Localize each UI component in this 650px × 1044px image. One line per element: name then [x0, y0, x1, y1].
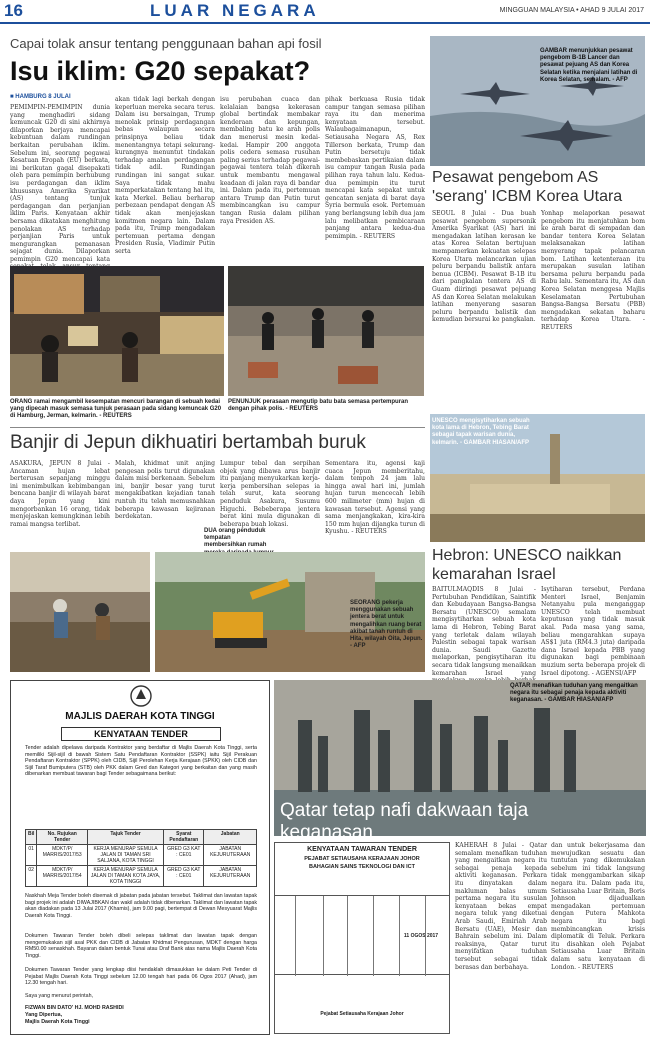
mdkt-role-1: Yang Dipertua, [25, 1012, 63, 1018]
g20-kicker: Capai tolak ansur tentang penggunaan bahan api fosil [10, 36, 322, 51]
hebron-column-1: BAITULMAQDIS 8 Julai - Pertubuhan Pendidikan, Saintifik dan Kebudayaan Bangsa-Bangsa Bersatu (UNESCO) semalam mengisytiharkan sebuah kota lama di Hebron, Tebing Barat yang terletak dalam wilayah Palestin sebagai tapak warisan dunia. Saudi Gazette melaporkan, pengisytiharan itu secara tidak langsung menaikkan kemarahan Israel yang [432, 586, 536, 677]
column-header: No. Rujukan Tender [37, 830, 88, 845]
japan-column-1: ASAKURA, JEPUN 8 Julai - Ancaman hujan lebat berterusan sepanjang minggu ini menimbulkan kebimbangan bencana banjir di wilayah barat daya Jepun yang kini mengorbankan 16 orang, tidak menjejaskan kemungkinan lebih ramai mangsa terlibat. [10, 460, 110, 528]
japan-flood-photo [10, 552, 150, 672]
table-cell: MDKT/P/ MARRIS/2017/53 [37, 845, 88, 866]
korea-headline: Pesawat pengebom AS 'serang' ICBM Korea Utara [432, 169, 623, 205]
g20-protesters-photo [228, 266, 424, 396]
mdkt-role-2: Majlis Daerah Kota Tinggi [25, 1019, 90, 1025]
table-cell: GRED G3 KAT : CE01 [164, 845, 204, 866]
qatar-column-1: KAHERAH 8 Julai - Qatar semalam menafikan tuduhan yang mengaitkan negara itu sebagai penaja kepada aktiviti keganasan. Perkara itu dinyatakan dalam makluman balas umum pertama negara itu susulan kenyataan bekas empat negara teluk yang diketuai Arab Saudi, Emiriah Arab Bersatu (UAE), Mesir dan Bahrain sebelum ini. Dalam reaksinya, Qatar turut menyifatkan tuduhan tersebut sebagai tidak berasas dan berbahaya. [455, 842, 547, 971]
g20-column-3: isu perubahan cuaca dan kelalaian bangsa kekerasan global bertindak membakar kenderaan dan kepungan, membaling batu ke arah polis dan menerusi mesin kedai-kedai. Hampir 200 anggota polis cedera semasa rusuhan paling serius terhadap pegawai-pegawai tentera telah dikerah untuk membantu mengawal keadaan di jalan raya di bandar ini. Dalam pada itu, pertemuan antara Trump dan Putin turut membincangkan isu campur tangan Rusia dalam pilihan raya Presiden AS. [220, 96, 320, 225]
crest-icon [130, 685, 152, 707]
johor-tender-buyer: Pejabat Setiausaha Kerajaan Johor [320, 1011, 404, 1017]
table-row [26, 866, 257, 887]
g20-caption-right: PENUNJUK perasaan mengutip batu bata semasa pertempuran dengan pihak polis. - REUTERS [228, 399, 409, 413]
mdkt-closing: Saya yang menurut perintah, [25, 993, 94, 999]
mdkt-title: MAJLIS DAERAH KOTA TINGGI [65, 711, 215, 722]
japan-column-4: Sementara itu, agensi kaji cuaca Jepun memberitahu, dalam tempoh 24 jam lalu hingga awal hari ini, jumlah hujan turun mencecah lebih 600 milimeter (mm) hujan di kawasan tersebut. Agensi yang sama menjangkakan, kira-kira 150 mm hujan dijangka turun di Kyushu. - REUTERS [325, 460, 425, 536]
johor-tender-sub: BAHAGIAN SAINS TEKNOLOGI DAN ICT [308, 864, 416, 870]
mdkt-tender-ad [10, 680, 270, 1035]
mdkt-paragraph-3: Dokumen Tawaran Tender yang lengkap diisi hendaklah dimasukkan ke dalam Peti Tender di Pejabat Majlis Daerah Kota Tinggi sebelum 12.00 tengah hari pada 06 Ogos 2017 (Ahad), jam 12.30 tengah hari. [25, 967, 257, 987]
g20-column-4: pihak berkuasa Rusia tidak campur tangan semasa pilihan raya itu dan menerima kenyataan tersebut. Walaubagaimanapun, Setiausaha Negara AS, Rex Tillerson berkata, Trump dan Putin bersetuju tidak membebaskan pertikaian dalam isu campur tangan Rusia pada pilihan raya tahun lalu. Kedua-dua pemimpin itu turut mencapai kata sepakat untuk gencatan senjata di barat daya Syria bermula esok. Pertemuan yang berlangsung lebih dua jam lalu melibatkan pembicaraan panjang antara kedua-dua pemimpin. - REUTERS [325, 96, 425, 240]
table-row [26, 845, 257, 866]
mdkt-paragraph-1: Naskhah Meja Tender boleh disemak di jabatan pada jabatan tersebut. Taklimat dan lawatan tapak bagi projek ini adalah DIWAJIBKAN dan wakil adalah tidak dibenarkan. Taklimat dan lawatan tapak akan diadakan pada 13 Julai 2017 (Khamis), jam 9.00 pagi, bertempat di Dewan Mesyuarat Majlis Daerah Kota Tinggi. [25, 893, 257, 919]
page-number: 16 [4, 1, 23, 20]
johor-tender-closing: 11 OGOS 2017 [403, 933, 439, 939]
japan-headline: Banjir di Jepun dikhuatiri bertambah buruk [10, 432, 366, 453]
column-header: Bil [26, 830, 37, 845]
johor-tender-dept: PEJABAT SETIAUSAHA KERAJAAN JOHOR [304, 856, 420, 862]
section-title: LUAR NEGARA [150, 1, 320, 20]
g20-column-1: PEMIMPIN-PEMIMPIN dunia yang menghadiri sidang kemuncak G20 di sini akhirnya dilaporkan berjaya mencapai kebuntuan dalam rundingan berkaitan perubahan iklim. Sebelum ini, seorang pegawai Kesatuan Eropah (EU) berkata, ini berikutan gagal disepakati oleh para pemimpin berhubung isu perdagangan dan iklim khususnya Amerika Syarikat (AS) tentang tunjuk perdagangan dan perjanjian iklim Paris. Kenyataan akhir bersama dikatakan menghitung penolakan AS terhadap perjanjian Paris untuk mengurangkan pemanasan sejagat dunia. Dilaporkan pemimpin G20 mencapai kata [10, 104, 110, 263]
table-cell: KERJA MENURAP SEMULA JALAN DI TAMAN SRI SALJANA, KOTA TINGGI [88, 845, 164, 866]
korea-photo-caption: GAMBAR menunjukkan pesawat pengebom B-1B Lancer dan pesawat pejuang AS dan Korea Selatan ketika menjalani latihan di Korea Selatan, semalam. - AFP [540, 48, 638, 83]
qatar-caption: QATAR menafikan tuduhan yang mengaitkan negara itu sebagai penaja kepada aktiviti keganasan. - GAMBAR HIASAN/AFP [510, 683, 638, 704]
korea-column-1: SEOUL 8 Julai - Dua buah pesawat pengebom supersonik Amerika Syarikat (AS) hari ini mengadakan latihan kerasan ke atas Korea Selatan bertujuan mempamerkan kekuatan selepas Korea Utara melancarkan ujian peluru berpandu balistik antara benua (ICBM). Pesawat B-1B itu dari pangkalan tentera AS di Guam diiringi pesawat pejuang AS dan Korea Selatan melakukan latihan menyerang sasaran peluru berpandu balistik dan kemudian bersurai ke pangkalan. [432, 210, 536, 324]
johor-tender-table [274, 895, 450, 975]
g20-column-2: akan tidak lagi berkah dengan keperluan mereka secara terus. Dalam isu bersaingan, Trump menolak prinsip perdagangan bebas walaupun secara prinsipnya beliau tidak menentangnya tetapi sekurang-kurangnya menuntut tindakan terhadap amalan perdagangan tidak adil. Rundingan rundingan ini sangat sukar. Saya tidak mahu memperkatakan tentang hal itu, kata Merkel. Beliau berharap perbezaan pendapat dengan AS tidak akan menjejaskan komitmen negara lain. Dalam pada itu, Trump mengadakan pertemuan pertama dengan Presiden Rusia, Vladimir Putin serta [115, 96, 215, 255]
korea-column-2: Yonhap melaporkan pesawat pengebom itu menjatuhkan bom ke arah barat di sempadan dan bandar tentera Korea Selatan melaksanakan latihan menyerang tapak pelancaran bom. Latihan ketenteraan itu merupakan susulan latihan bersama peluru berpandu pada Rabu lalu. Sementara itu, AS dan Korea Selatan menggesa Majlis Keselamatan Pertubuhan Bangsa-Bangsa Bersatu (PBB) mengadakan sekatan baharu terhadap Korea Utara. - REUTERS [541, 210, 645, 331]
column-header: Jabatan [204, 830, 257, 845]
hebron-headline: Hebron: UNESCO naikkan kemarahan Israel [432, 547, 622, 583]
g20-byline: ■ HAMBURG 8 JULAI [10, 94, 71, 100]
mdkt-paragraph-2: Dokumen Tawaran Tender boleh dibeli selepas taklimat dan lawatan tapak dengan mengemukakan sijil asal PKK dan CIDB di Jabatan Khidmat Pengurusan, MDKT dengan harga RM50.00 senaskhah. Bayaran dalam bentuk Tunai atau Draf Bank atas nama Majlis Daerah Kota Tinggi. [25, 933, 257, 959]
hebron-column-2: Isytiharan tersebut, Perdana Menteri Israel, Benjamin Netanyahu pula menganggap UNESCO telah membuat keputusan yang tidak masuk akal. Pada masa yang sama, beliau mengarahkan supaya AS$1 juta (RM4.3 juta) daripada dana Israel kepada PBB yang digunakan bagi pembinaan muzium serta beberapa projek di Israel dipotong. - AGENSI/AFP [541, 586, 645, 677]
hebron-caption: UNESCO mengisytiharkan sebuah kota lama di Hebron, Tebing Barat sebagai tapak warisan dunia, kelmarin. - GAMBAR HIASAN/AFP [432, 418, 530, 446]
g20-looting-photo [10, 266, 224, 396]
table-cell: JABATAN KEJURUTERAAN [204, 866, 257, 887]
g20-caption-left: ORANG ramai mengambil kesempatan mencuri barangan di sebuah kedai yang dipecah masuk semasa tunjuk perasaan pada sidang kemuncak G20 di Hamburg, Jerman, kelmarin. - REUTERS [10, 399, 222, 420]
japan-column-2: Malah, khidmat unit anjing pengesan polis turut digunakan dalam misi berkenaan. Sebelum ini, banjir besar yang turut mengakibatkan kejadian tanah runtuh itu telah memusnahkan beberapa kawasan kejiranan berdekatan. [115, 460, 215, 521]
qatar-headline: Qatar tetap nafi dakwaan taja keganasan [280, 800, 529, 843]
divider [10, 427, 425, 428]
japan-caption-1: DUA orang penduduk tempatan membersihkan rumah [204, 528, 267, 549]
g20-headline: Isu iklim: G20 sepakat? [10, 56, 311, 86]
japan-caption-2: SEORANG pekerja menggunakan sebuah jentera berat untuk mengalihkan ruang berat akibat tanah runtuh di Hita, wilayah Oita, Jepun. - AFP [350, 600, 423, 650]
johor-tender-title: KENYATAAN TAWARAN TENDER [307, 846, 417, 853]
mdkt-subtitle: KENYATAAN TENDER [61, 727, 221, 741]
table-cell: 01 [26, 845, 37, 866]
table-cell: MDKT/P/ MARRIS/2017/54 [37, 866, 88, 887]
mdkt-tender-table [25, 829, 257, 887]
table-cell: JABATAN KEJURUTERAAN [204, 845, 257, 866]
column-header: Tajuk Tender [88, 830, 164, 845]
table-cell: KERJA MENURAP SEMULA JALAN DI TAMAN KOTA JAYA, KOTA TINGGI [88, 866, 164, 887]
mdkt-intro: Tender adalah dipelawa daripada Kontraktor yang berdaftar di Majlis Daerah Kota Tinggi, serta memiliki Sijil-sijil di bawah Sistem Satu Pendaftaran Kontraktor (SSPK) iaitu Sijil Perakuan Pendaftaran Kontraktor (SPPK) oleh CIDB, Sijil Perolehan Kerja Kerajaan (SPKK) oleh CIDB dan Sijil Taraf Bumiputera (STB) oleh PKK dalam Gred dan Kategori yang berkaitan dan yang masih dibenarkan membuat tawaran bagi Tender sebagaimana berikut: [25, 745, 257, 778]
japan-column-3: Lumpur tebal dan serpihan objek yang dibawa arus banjir itu panjang menyukarkan kerja-kerja pembersihan selepas ia telah surut, kata seorang penduduk Asakura, Susumu Higuchi. Bebeberapa jentera berat kini mula digunakan di beberapa buah lokasi. [220, 460, 320, 528]
publication-date: MINGGUAN MALAYSIA • AHAD 9 JULAI 2017 [499, 7, 644, 14]
table-cell: 02 [26, 866, 37, 887]
mdkt-signatory: FIZWAN BIN DATO' HJ. MOHD RASHIDI [25, 1005, 124, 1011]
table-cell: GRED G3 KAT : CE01 [164, 866, 204, 887]
qatar-column-2: dan untuk bekerjasama dan mewujudkan sesuatu dan tuntutan yang dikemukakan sebelum ini tidak langsung tidak menggambarkan sikap negara itu. Dalam pada itu, Setiausaha Luar Britain, Boris Johnson dijadualkan mengadakan pertemuan dengan Putera Mahkota negara itu bagi membincangkan krisis diplomatik di Teluk. Perkara itu disahkan oleh Pejabat Setiausaha Luar Britain dalam satu kenyataan di London. - REUTERS [551, 842, 645, 971]
column-header: Syarat Pendaftaran [164, 830, 204, 845]
